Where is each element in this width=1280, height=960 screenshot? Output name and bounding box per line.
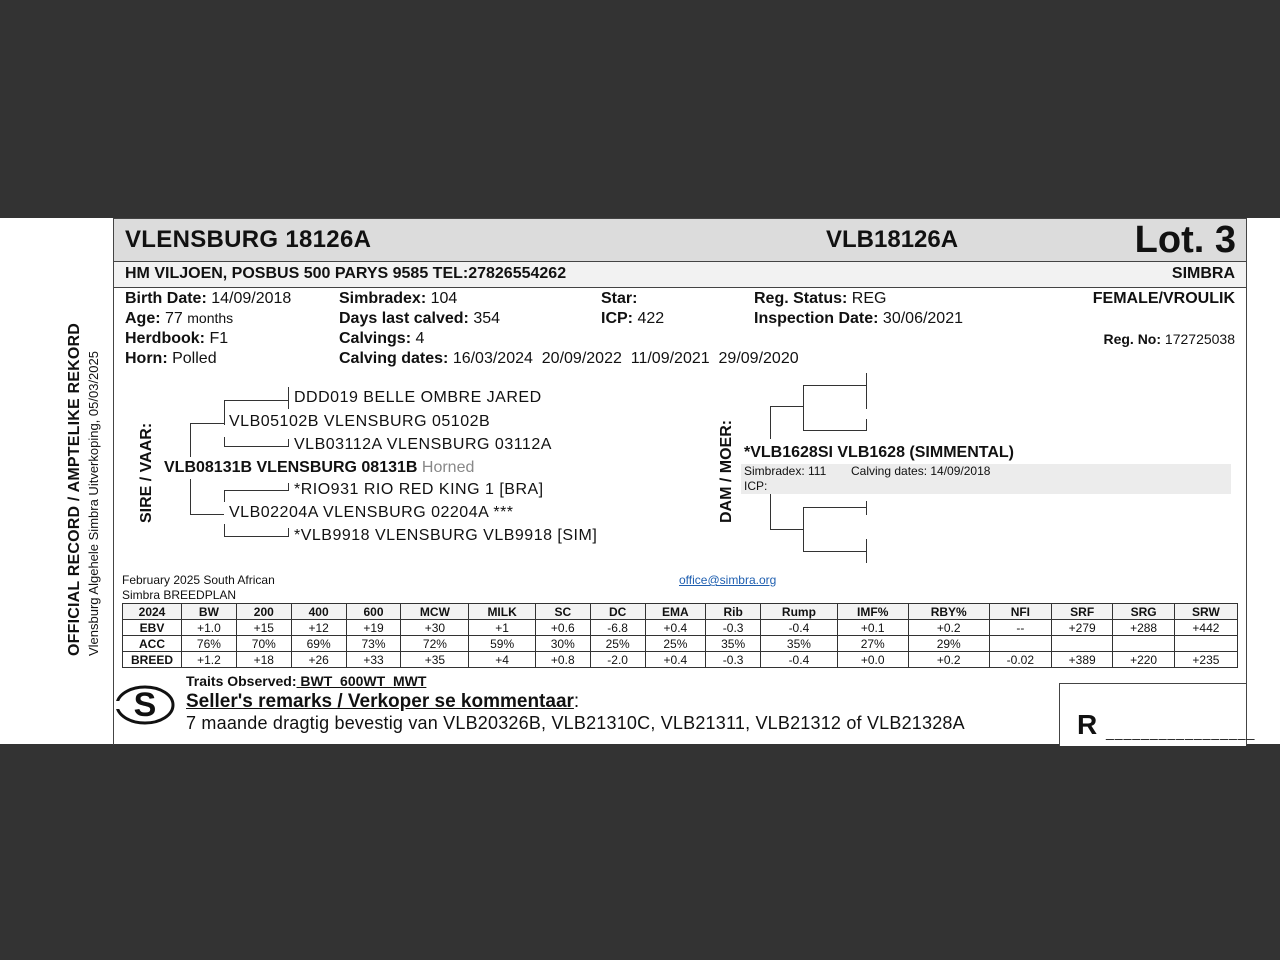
tree-line — [866, 501, 867, 515]
breedplan-row — [123, 636, 1238, 652]
tree-line — [866, 539, 867, 563]
breedplan-cell: +30 — [401, 620, 469, 636]
breedplan-header-row — [123, 604, 1238, 620]
tree-line — [224, 437, 225, 446]
breedplan-cell: +12 — [291, 620, 346, 636]
lot-card — [113, 218, 1256, 745]
breedplan-header-cell: RBY% — [908, 604, 989, 620]
breedplan-cell: +26 — [291, 652, 346, 668]
lot-number: Lot. 3 — [1134, 219, 1236, 261]
sire-sire-dam: VLB03112A VLENSBURG 03112A — [294, 436, 552, 453]
breedplan-cell: +15 — [236, 620, 291, 636]
breedplan-cell: +442 — [1174, 620, 1237, 636]
reg-status: Reg. Status: REG — [754, 290, 887, 307]
breedplan-header-cell: 200 — [236, 604, 291, 620]
dam-calving-dates: Calving dates: 14/09/2018 — [851, 464, 991, 478]
sire-sire-sire: DDD019 BELLE OMBRE JARED — [294, 389, 542, 406]
breedplan-source-line1: February 2025 South African — [122, 573, 275, 587]
breedplan-cell: 35% — [761, 636, 838, 652]
dam-icp: ICP: — [744, 479, 768, 493]
dam: *VLB1628SI VLB1628 (SIMMENTAL) — [744, 444, 1014, 461]
email-link[interactable]: office@simbra.org — [679, 573, 777, 587]
simbra-logo — [114, 681, 176, 729]
sire-dam-sire: *RIO931 RIO RED KING 1 [BRA] — [294, 481, 544, 498]
lot-header — [114, 219, 1246, 262]
animal-code: VLB18126A — [826, 226, 959, 253]
breedplan-cell: +0.1 — [837, 620, 908, 636]
breedplan-header-cell: NFI — [989, 604, 1051, 620]
tree-line — [866, 419, 867, 431]
breedplan-cell: -0.3 — [706, 652, 761, 668]
tree-line — [190, 423, 224, 424]
side-caption — [66, 296, 101, 656]
breedplan-cell: -0.3 — [706, 620, 761, 636]
traits-observed: Traits Observed: BWT 600WT MWT — [186, 673, 427, 689]
breedplan-cell: +1.2 — [182, 652, 237, 668]
calvings: Calvings: 4 — [339, 330, 425, 347]
breedplan-cell: -- — [989, 620, 1051, 636]
breedplan-cell: 72% — [401, 636, 469, 652]
breedplan-header-cell: Rump — [761, 604, 838, 620]
breed-name: SIMBRA — [1171, 265, 1235, 282]
tree-line — [770, 529, 804, 530]
breedplan-cell: +18 — [236, 652, 291, 668]
official-record-title: OFFICIAL RECORD / AMPTELIKE REKORD — [66, 322, 83, 656]
breedplan-row — [123, 620, 1238, 636]
breedplan-cell — [989, 636, 1051, 652]
breedplan-row-label: ACC — [123, 636, 182, 652]
breedplan-cell: +4 — [469, 652, 535, 668]
remarks-text: 7 maande dragtig bevestig van VLB20326B, VLB21310C, VLB21311, VLB21312 of VLB21328A — [186, 713, 965, 733]
breedplan-header-cell: SRG — [1113, 604, 1174, 620]
breedplan-header-cell: Rib — [706, 604, 761, 620]
breedplan-cell: -0.02 — [989, 652, 1051, 668]
inspection-date: Inspection Date: 30/06/2021 — [754, 310, 963, 327]
breedplan-cell: +279 — [1051, 620, 1112, 636]
breedplan-cell: 76% — [182, 636, 237, 652]
logo-letter: S — [133, 686, 157, 724]
simbradex: Simbradex: 104 — [339, 290, 458, 307]
remarks-heading: Seller's remarks / Verkoper se kommentaar: — [186, 691, 580, 712]
tree-line — [224, 446, 289, 447]
sire-sire: VLB05102B VLENSBURG 05102B — [229, 413, 491, 430]
reg-number: Reg. No: 172725038 — [1103, 331, 1235, 347]
breedplan-source-line2: Simbra BREEDPLAN — [122, 588, 237, 602]
breedplan-cell: 59% — [469, 636, 535, 652]
breedplan-cell: 35% — [706, 636, 761, 652]
tree-line — [866, 373, 867, 409]
sire-dam-dam: *VLB9918 VLENSBURG VLB9918 [SIM] — [294, 527, 598, 544]
breedplan-cell: -0.4 — [761, 652, 838, 668]
birth-date: Birth Date: 14/09/2018 — [125, 290, 292, 307]
breedplan-table — [122, 603, 1238, 668]
tree-line — [803, 430, 867, 431]
sire: VLB08131B VLENSBURG 08131B Horned — [164, 459, 475, 476]
star: Star: — [601, 290, 638, 307]
breedplan-cell: -2.0 — [590, 652, 645, 668]
price-box — [1059, 683, 1256, 746]
tree-line — [224, 400, 289, 401]
breedplan-header-cell: MCW — [401, 604, 469, 620]
horn-status: Horn: Polled — [125, 350, 217, 367]
breedplan-cell: -0.4 — [761, 620, 838, 636]
tree-line — [224, 400, 225, 425]
tree-line — [770, 406, 804, 407]
breedplan-header-cell: SC — [535, 604, 590, 620]
sex: FEMALE/VROULIK — [1092, 290, 1235, 307]
tree-line — [190, 423, 191, 457]
currency-symbol: R — [1077, 709, 1098, 740]
breedplan-cell: +1.0 — [182, 620, 237, 636]
breedplan-cell: 69% — [291, 636, 346, 652]
calving-dates: Calving dates: 16/03/2024 20/09/2022 11/09/2021 29/09/2020 — [339, 350, 799, 367]
breedplan-header-cell: DC — [590, 604, 645, 620]
breedplan-header-cell: 2024 — [123, 604, 182, 620]
breedplan-header-cell: SRF — [1051, 604, 1112, 620]
breedplan-cell: +0.2 — [908, 620, 989, 636]
breedplan-cell: +0.2 — [908, 652, 989, 668]
tree-line — [190, 514, 224, 515]
tree-line — [224, 524, 225, 536]
tree-line — [803, 507, 867, 508]
breedplan-header-cell: 400 — [291, 604, 346, 620]
sale-subtitle: Vlensburg Algehele Simbra Uitverkoping, 05/03/2025 — [86, 351, 101, 656]
breedplan-cell: -6.8 — [590, 620, 645, 636]
breedplan-header-cell: IMF% — [837, 604, 908, 620]
tree-line — [770, 494, 771, 529]
breedplan-cell: +288 — [1113, 620, 1174, 636]
icp: ICP: 422 — [601, 310, 665, 327]
breedplan-cell: +35 — [401, 652, 469, 668]
tree-line — [288, 387, 289, 409]
breedplan-cell: 30% — [535, 636, 590, 652]
dam-details — [741, 464, 1231, 494]
dam-label: DAM / MOER: — [718, 419, 735, 523]
animal-name: VLENSBURG 18126A — [125, 226, 372, 253]
breedplan-cell: +235 — [1174, 652, 1237, 668]
tree-line — [288, 439, 289, 447]
breedplan-cell: 29% — [908, 636, 989, 652]
tree-line — [190, 479, 191, 514]
breedplan-cell: +389 — [1051, 652, 1112, 668]
age: Age: 77 months — [125, 310, 234, 327]
breedplan-cell: +33 — [346, 652, 401, 668]
breedplan-cell — [1051, 636, 1112, 652]
dam-simbradex: Simbradex: 111 — [744, 464, 827, 478]
breedplan-cell: +0.8 — [535, 652, 590, 668]
tree-line — [803, 385, 867, 386]
tree-line — [224, 536, 289, 537]
breedplan-header-cell: BW — [182, 604, 237, 620]
breedplan-cell: +19 — [346, 620, 401, 636]
tree-line — [224, 490, 225, 502]
breedplan-cell: 70% — [236, 636, 291, 652]
sire-dam: VLB02204A VLENSBURG 02204A *** — [229, 504, 514, 521]
tree-line — [803, 507, 804, 552]
tree-line — [770, 406, 771, 439]
breedplan-header-cell: MILK — [469, 604, 535, 620]
breedplan-header-cell: 600 — [346, 604, 401, 620]
tree-line — [803, 551, 867, 552]
tree-line — [288, 528, 289, 537]
breedplan-cell — [1174, 636, 1237, 652]
breedplan-cell: +0.0 — [837, 652, 908, 668]
breedplan-cell: +0.6 — [535, 620, 590, 636]
sire-label: SIRE / VAAR: — [138, 422, 155, 523]
price-blank[interactable]: _________________ — [1106, 724, 1256, 740]
breedplan-row-label: EBV — [123, 620, 182, 636]
breedplan-cell: 73% — [346, 636, 401, 652]
breedplan-cell: +0.4 — [645, 620, 706, 636]
tree-line — [288, 483, 289, 491]
tree-line — [803, 407, 804, 431]
herdbook: Herdbook: F1 — [125, 330, 229, 347]
tree-line — [224, 490, 289, 491]
owner-details: HM VILJOEN, POSBUS 500 PARYS 9585 TEL:27826554262 — [125, 265, 567, 282]
days-last-calved: Days last calved: 354 — [339, 310, 501, 327]
breedplan-header-cell: EMA — [645, 604, 706, 620]
breedplan-cell: 27% — [837, 636, 908, 652]
owner-bar — [114, 262, 1246, 288]
tree-line — [803, 385, 804, 407]
breedplan-row-label: BREED — [123, 652, 182, 668]
breedplan-cell: 25% — [645, 636, 706, 652]
breedplan-cell: +220 — [1113, 652, 1174, 668]
breedplan-cell: +1 — [469, 620, 535, 636]
breedplan-row — [123, 652, 1238, 668]
breedplan-cell: +0.4 — [645, 652, 706, 668]
breedplan-cell — [1113, 636, 1174, 652]
breedplan-header-cell: SRW — [1174, 604, 1237, 620]
breedplan-cell: 25% — [590, 636, 645, 652]
